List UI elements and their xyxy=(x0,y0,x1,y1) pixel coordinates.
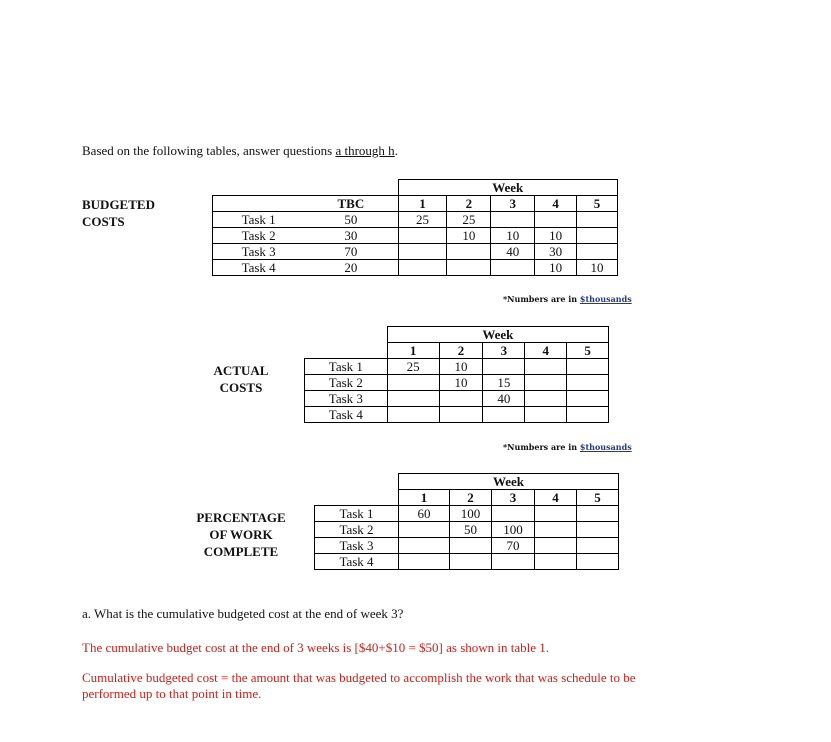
week-cell xyxy=(492,506,535,522)
week-cell xyxy=(525,359,567,375)
task-name: Task 1 xyxy=(213,212,305,228)
week-cell xyxy=(535,522,577,538)
task-name: Task 3 xyxy=(213,244,305,260)
blank-cell xyxy=(213,196,305,212)
table-row xyxy=(315,506,619,522)
table-row xyxy=(213,228,618,244)
task-name: Task 4 xyxy=(305,407,388,423)
budgeted-label-line2: COSTS xyxy=(82,214,125,229)
actual-label xyxy=(210,362,272,396)
week-cell: 10 xyxy=(439,375,483,391)
week-cell xyxy=(399,554,450,570)
week-cell xyxy=(577,506,619,522)
week-cell: 25 xyxy=(398,212,447,228)
week-cell: 70 xyxy=(492,538,535,554)
week-cell xyxy=(439,407,483,423)
week-cell xyxy=(525,375,567,391)
table-row xyxy=(305,359,609,375)
table-row xyxy=(305,407,609,423)
percent-label-line1: PERCENTAGE xyxy=(196,510,286,525)
tbc-value: 30 xyxy=(304,228,398,244)
week-col-2: 2 xyxy=(439,343,483,359)
percent-label-line2: OF WORK xyxy=(209,527,273,542)
week-cell: 40 xyxy=(491,244,535,260)
week-cell xyxy=(491,212,535,228)
percent-label-line3: COMPLETE xyxy=(203,544,279,559)
note-prefix: *Numbers are in xyxy=(503,442,580,452)
week-cell: 30 xyxy=(535,244,577,260)
week-col-4: 4 xyxy=(535,490,577,506)
task-name: Task 1 xyxy=(315,506,399,522)
week-cell xyxy=(447,244,491,260)
week-cell: 10 xyxy=(491,228,535,244)
week-cell: 60 xyxy=(399,506,450,522)
answer-paragraph-2: Cumulative budgeted cost = the amount that was budgeted to accomplish the work that was schedule to be performed up to that point in time. xyxy=(82,670,636,701)
week-col-5: 5 xyxy=(577,490,619,506)
week-cell xyxy=(535,538,577,554)
week-cell xyxy=(398,244,447,260)
actual-label-line1: ACTUAL xyxy=(213,363,269,378)
week-cell xyxy=(577,228,618,244)
week-cell: 100 xyxy=(450,506,492,522)
week-cell xyxy=(567,391,609,407)
table-row xyxy=(315,522,619,538)
week-cell xyxy=(577,554,619,570)
week-col-1: 1 xyxy=(387,343,439,359)
task-name: Task 3 xyxy=(305,391,388,407)
week-cell: 10 xyxy=(439,359,483,375)
actual-costs-table xyxy=(304,326,609,423)
week-cell xyxy=(567,375,609,391)
week-cell xyxy=(387,375,439,391)
intro-questions-link: a through h xyxy=(335,143,395,158)
week-cell xyxy=(447,260,491,276)
week-col-2: 2 xyxy=(447,196,491,212)
week-col-3: 3 xyxy=(492,490,535,506)
blank-cell xyxy=(315,490,399,506)
week-cell xyxy=(492,554,535,570)
week-header: Week xyxy=(398,180,618,196)
week-cell xyxy=(525,391,567,407)
note-unit: $thousands xyxy=(579,442,632,452)
intro-text xyxy=(82,143,398,159)
week-cell: 15 xyxy=(483,375,525,391)
actual-units-note xyxy=(503,442,632,452)
tbc-header: TBC xyxy=(304,196,398,212)
week-cell xyxy=(483,359,525,375)
blank-cell xyxy=(315,474,399,490)
week-cell: 100 xyxy=(492,522,535,538)
week-cell xyxy=(577,538,619,554)
actual-label-line2: COSTS xyxy=(219,380,263,395)
task-name: Task 2 xyxy=(213,228,305,244)
week-header: Week xyxy=(387,327,608,343)
percent-label xyxy=(182,509,300,560)
week-col-2: 2 xyxy=(450,490,492,506)
week-header: Week xyxy=(399,474,619,490)
week-cell xyxy=(525,407,567,423)
week-col-5: 5 xyxy=(567,343,609,359)
week-cell xyxy=(450,554,492,570)
note-unit: $thousands xyxy=(579,294,632,304)
week-cell xyxy=(491,260,535,276)
week-cell xyxy=(535,506,577,522)
intro-text-before: Based on the following tables, answer questions xyxy=(82,143,336,158)
table-row xyxy=(305,375,609,391)
week-cell xyxy=(387,407,439,423)
week-cell xyxy=(483,407,525,423)
week-cell xyxy=(398,228,447,244)
blank-cell xyxy=(305,343,388,359)
tbc-value: 50 xyxy=(304,212,398,228)
intro-text-after: . xyxy=(394,143,398,158)
week-cell xyxy=(439,391,483,407)
week-cell: 10 xyxy=(577,260,618,276)
budgeted-label-line1: BUDGETED xyxy=(82,197,155,212)
tbc-value: 70 xyxy=(304,244,398,260)
week-cell xyxy=(399,522,450,538)
week-cell xyxy=(577,244,618,260)
week-cell xyxy=(567,359,609,375)
week-cell xyxy=(398,260,447,276)
blank-cell xyxy=(305,327,388,343)
budgeted-costs-table xyxy=(212,179,618,276)
week-cell xyxy=(567,407,609,423)
week-cell xyxy=(535,554,577,570)
week-cell: 40 xyxy=(483,391,525,407)
week-cell: 25 xyxy=(387,359,439,375)
task-name: Task 4 xyxy=(315,554,399,570)
week-col-1: 1 xyxy=(398,196,447,212)
question-a: a. What is the cumulative budgeted cost at the end of week 3? xyxy=(82,606,404,621)
budgeted-label xyxy=(82,196,155,230)
week-cell xyxy=(450,538,492,554)
table-row xyxy=(213,260,618,276)
percent-complete-table xyxy=(314,473,619,570)
table-row xyxy=(315,538,619,554)
table-row xyxy=(305,391,609,407)
week-cell: 25 xyxy=(447,212,491,228)
answer-paragraph-1: The cumulative budget cost at the end of 3 weeks is [$40+$10 = $50] as shown in table 1. xyxy=(82,640,550,655)
week-col-4: 4 xyxy=(525,343,567,359)
blank-cell xyxy=(213,180,399,196)
task-name: Task 1 xyxy=(305,359,388,375)
task-name: Task 2 xyxy=(305,375,388,391)
week-cell: 10 xyxy=(447,228,491,244)
week-cell xyxy=(535,212,577,228)
budgeted-units-note xyxy=(503,294,632,304)
task-name: Task 4 xyxy=(213,260,305,276)
table-row xyxy=(315,554,619,570)
week-col-1: 1 xyxy=(399,490,450,506)
table-row xyxy=(213,244,618,260)
table-row xyxy=(213,212,618,228)
week-col-4: 4 xyxy=(535,196,577,212)
task-name: Task 2 xyxy=(315,522,399,538)
week-cell xyxy=(399,538,450,554)
week-cell xyxy=(577,212,618,228)
week-col-3: 3 xyxy=(483,343,525,359)
task-name: Task 3 xyxy=(315,538,399,554)
week-col-5: 5 xyxy=(577,196,618,212)
week-col-3: 3 xyxy=(491,196,535,212)
week-cell xyxy=(577,522,619,538)
week-cell: 10 xyxy=(535,228,577,244)
week-cell: 50 xyxy=(450,522,492,538)
week-cell: 10 xyxy=(535,260,577,276)
tbc-value: 20 xyxy=(304,260,398,276)
note-prefix: *Numbers are in xyxy=(503,294,580,304)
week-cell xyxy=(387,391,439,407)
